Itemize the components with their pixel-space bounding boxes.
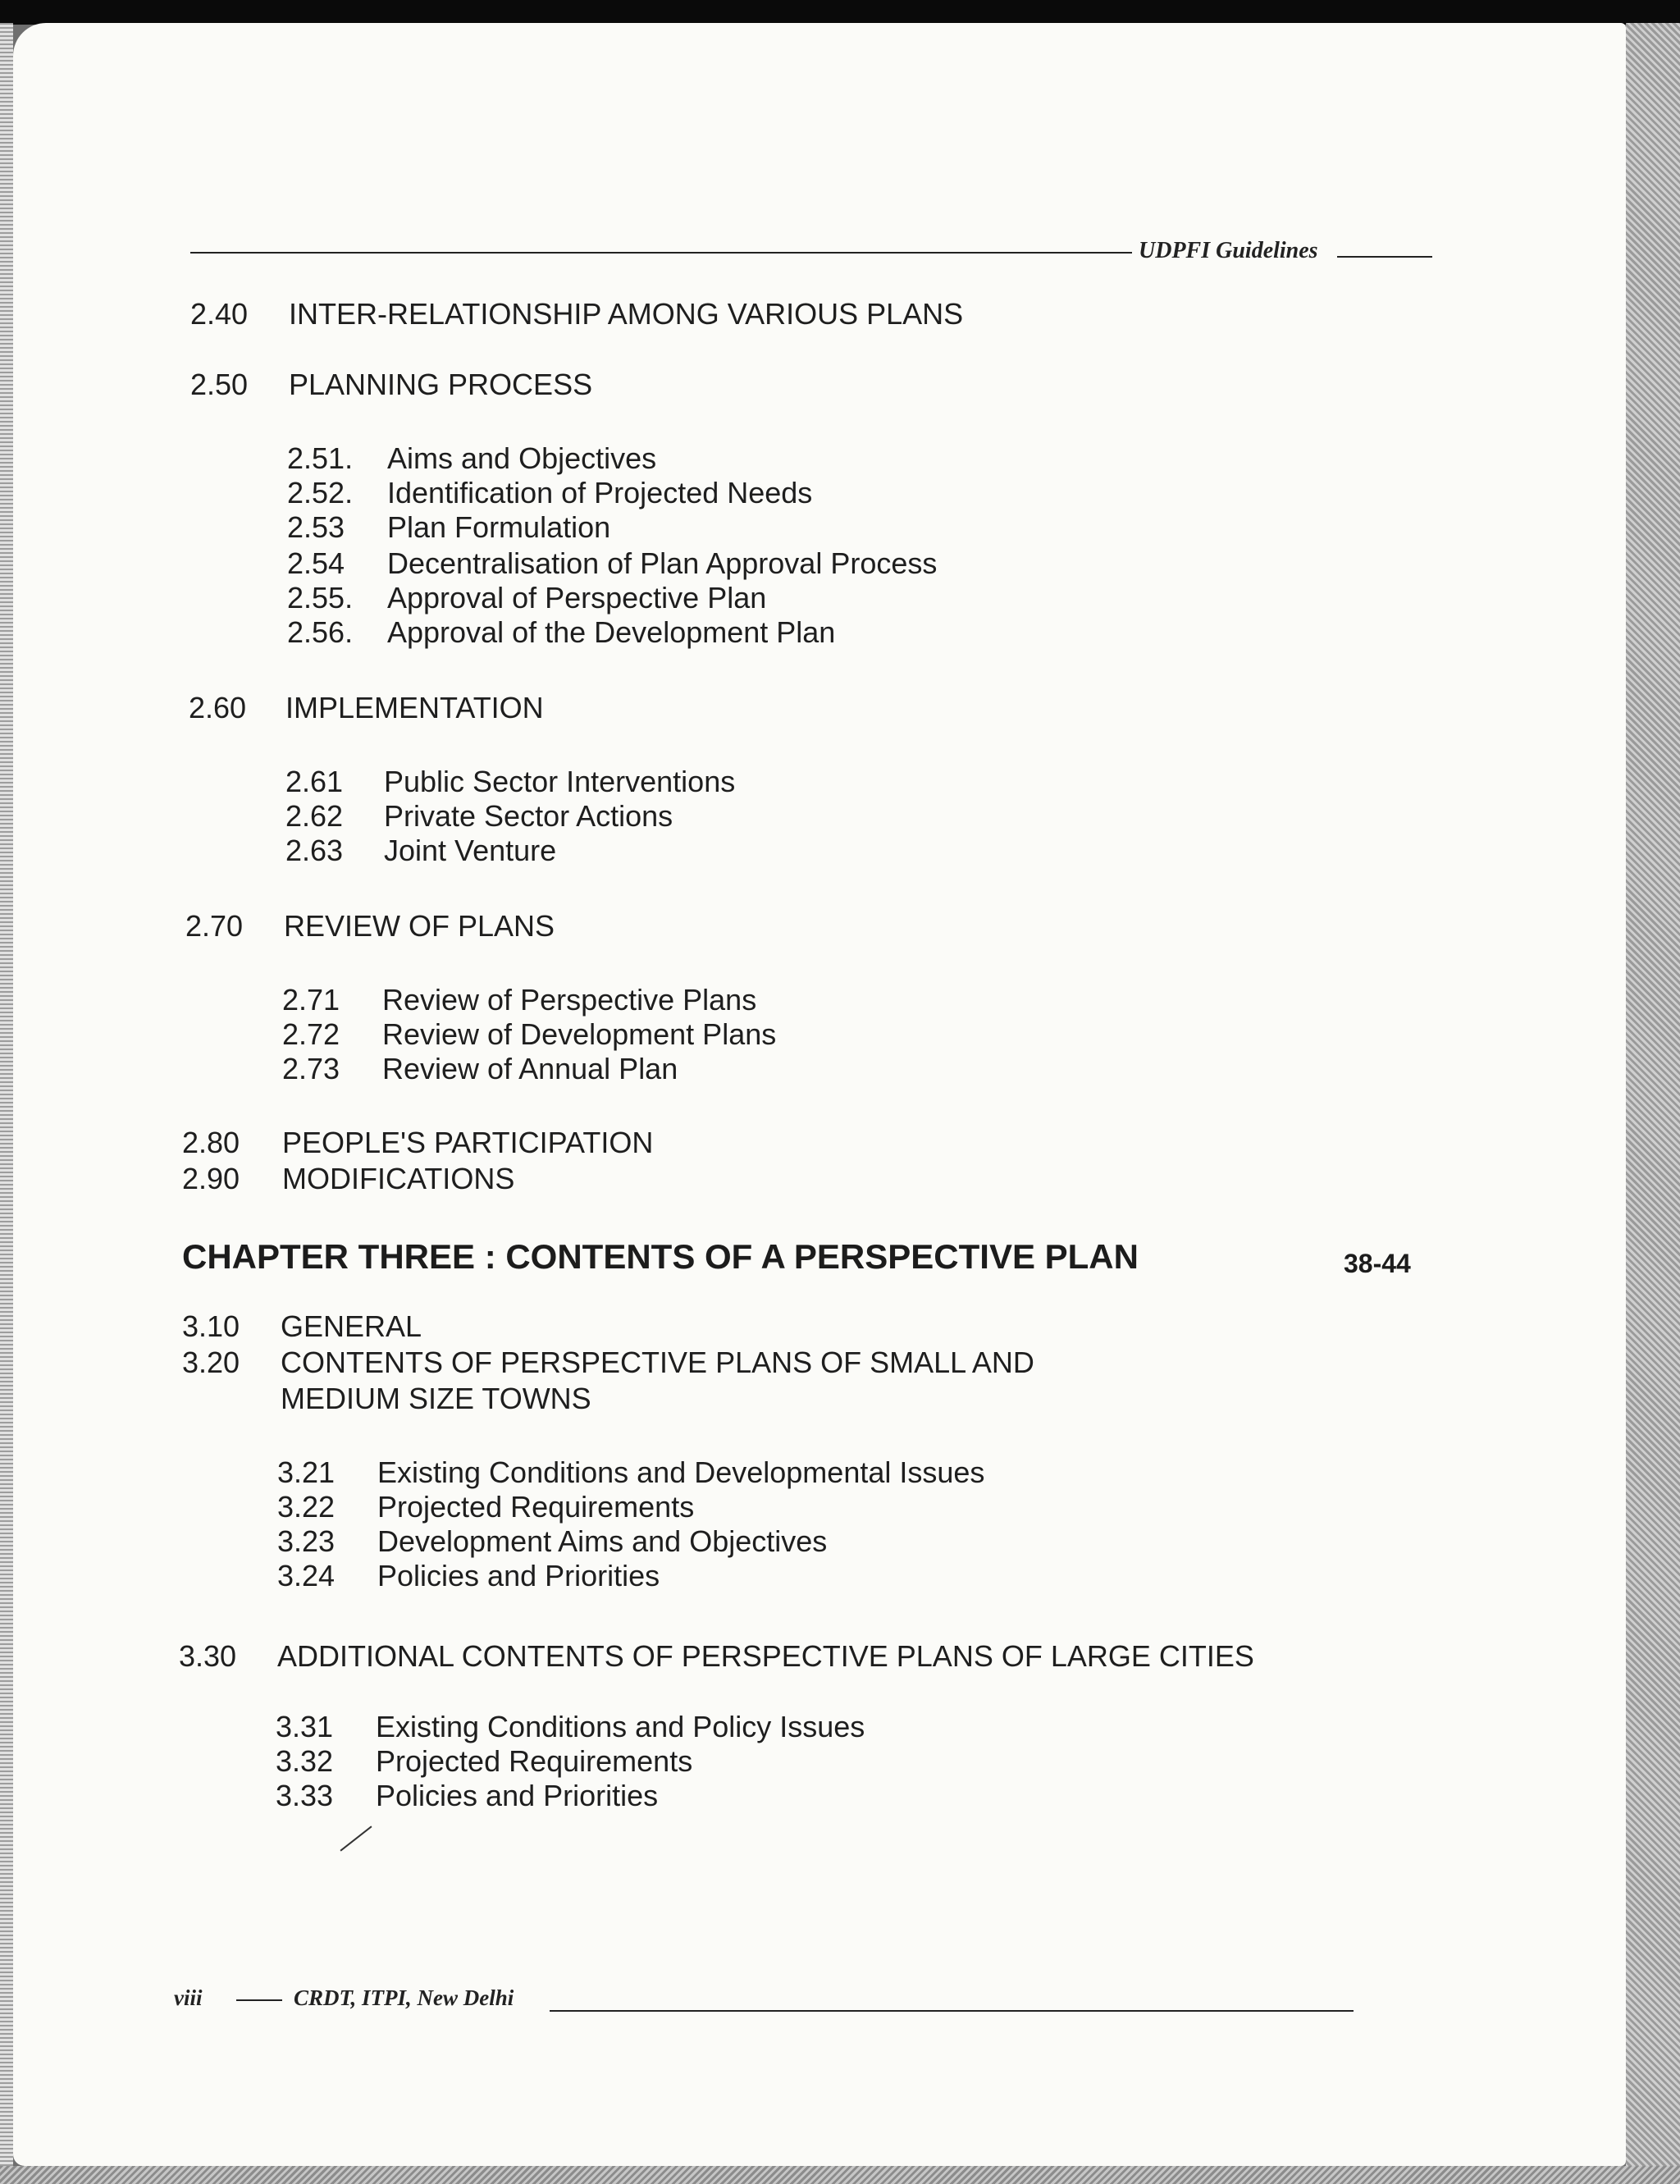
toc-number: 3.10	[182, 1309, 240, 1343]
toc-number: 3.32	[276, 1744, 334, 1778]
footer-rule-short	[236, 1999, 282, 2001]
header-rule-right	[1337, 256, 1432, 258]
toc-number: 2.72	[282, 1017, 340, 1051]
toc-number: 2.40	[190, 297, 249, 331]
toc-number: 3.31	[276, 1710, 334, 1743]
toc-number: 2.56.	[287, 615, 354, 649]
toc-title: Private Sector Actions	[384, 799, 673, 833]
toc-title: PEOPLE'S PARTICIPATION	[282, 1126, 654, 1159]
toc-title: REVIEW OF PLANS	[284, 909, 555, 943]
toc-title: Approval of Perspective Plan	[387, 581, 767, 615]
toc-title: Projected Requirements	[377, 1490, 695, 1524]
toc-number: 2.61	[285, 765, 344, 798]
toc-number: 2.60	[189, 691, 247, 724]
toc-number: 2.73	[282, 1052, 340, 1085]
toc-number: 3.21	[277, 1455, 336, 1489]
toc-title: CONTENTS OF PERSPECTIVE PLANS OF SMALL AND	[281, 1346, 1034, 1379]
toc-number: 2.53	[287, 510, 345, 544]
toc-title: Joint Venture	[384, 834, 557, 867]
scan-top-border	[0, 0, 1680, 25]
toc-number: 2.63	[285, 834, 344, 867]
toc-number: 2.80	[182, 1126, 240, 1159]
toc-number: 2.52.	[287, 476, 354, 509]
toc-title: Projected Requirements	[376, 1744, 693, 1778]
toc-number: 3.23	[277, 1524, 336, 1558]
toc-title: ADDITIONAL CONTENTS OF PERSPECTIVE PLANS OF LARGE CITIES	[277, 1639, 1254, 1673]
chapter-three-pages: 38-44	[1344, 1249, 1411, 1278]
footer-publisher: CRDT, ITPI, New Delhi	[294, 1985, 514, 2010]
toc-number: 2.54	[287, 546, 345, 580]
toc-title: PLANNING PROCESS	[289, 368, 593, 401]
scan-bottom-edge	[0, 2166, 1680, 2184]
toc-title: Policies and Priorities	[377, 1559, 660, 1592]
toc-title: Review of Development Plans	[382, 1017, 777, 1051]
toc-title: INTER-RELATIONSHIP AMONG VARIOUS PLANS	[289, 297, 964, 331]
toc-number: 2.62	[285, 799, 344, 833]
toc-number: 2.51.	[287, 441, 354, 475]
toc-title: Policies and Priorities	[376, 1779, 659, 1812]
footer-rule-long	[550, 2010, 1354, 2012]
scan-right-edge	[1626, 23, 1680, 2184]
footer-page-number: viii	[174, 1985, 203, 2010]
toc-number: 3.30	[179, 1639, 237, 1673]
chapter-three-heading[interactable]: CHAPTER THREE : CONTENTS OF A PERSPECTIVE PLAN	[182, 1237, 1139, 1276]
toc-number: 3.24	[277, 1559, 336, 1592]
toc-title-line2: MEDIUM SIZE TOWNS	[281, 1382, 591, 1415]
toc-title: Identification of Projected Needs	[387, 476, 813, 509]
toc-number: 2.50	[190, 368, 249, 401]
toc-title: Decentralisation of Plan Approval Process	[387, 546, 938, 580]
toc-title: GENERAL	[281, 1309, 422, 1343]
toc-number: 2.55.	[287, 581, 354, 615]
toc-number: 2.70	[185, 909, 244, 943]
scan-left-edge	[0, 23, 13, 2166]
toc-number: 3.33	[276, 1779, 334, 1812]
toc-number: 2.90	[182, 1162, 240, 1195]
toc-title: IMPLEMENTATION	[285, 691, 544, 724]
toc-number: 3.22	[277, 1490, 336, 1524]
toc-title: MODIFICATIONS	[282, 1162, 515, 1195]
toc-title: Review of Annual Plan	[382, 1052, 678, 1085]
toc-title: Existing Conditions and Developmental Issues	[377, 1455, 985, 1489]
toc-title: Aims and Objectives	[387, 441, 657, 475]
toc-title: Development Aims and Objectives	[377, 1524, 828, 1558]
toc-title: Public Sector Interventions	[384, 765, 736, 798]
toc-title: Existing Conditions and Policy Issues	[376, 1710, 865, 1743]
toc-title: Review of Perspective Plans	[382, 983, 757, 1017]
header-title: UDPFI Guidelines	[1139, 238, 1318, 263]
toc-title: Approval of the Development Plan	[387, 615, 836, 649]
header-rule-left	[190, 252, 1132, 254]
toc-number: 3.20	[182, 1346, 240, 1379]
toc-number: 2.71	[282, 983, 340, 1017]
toc-title: Plan Formulation	[387, 510, 611, 544]
document-page	[13, 23, 1626, 2166]
